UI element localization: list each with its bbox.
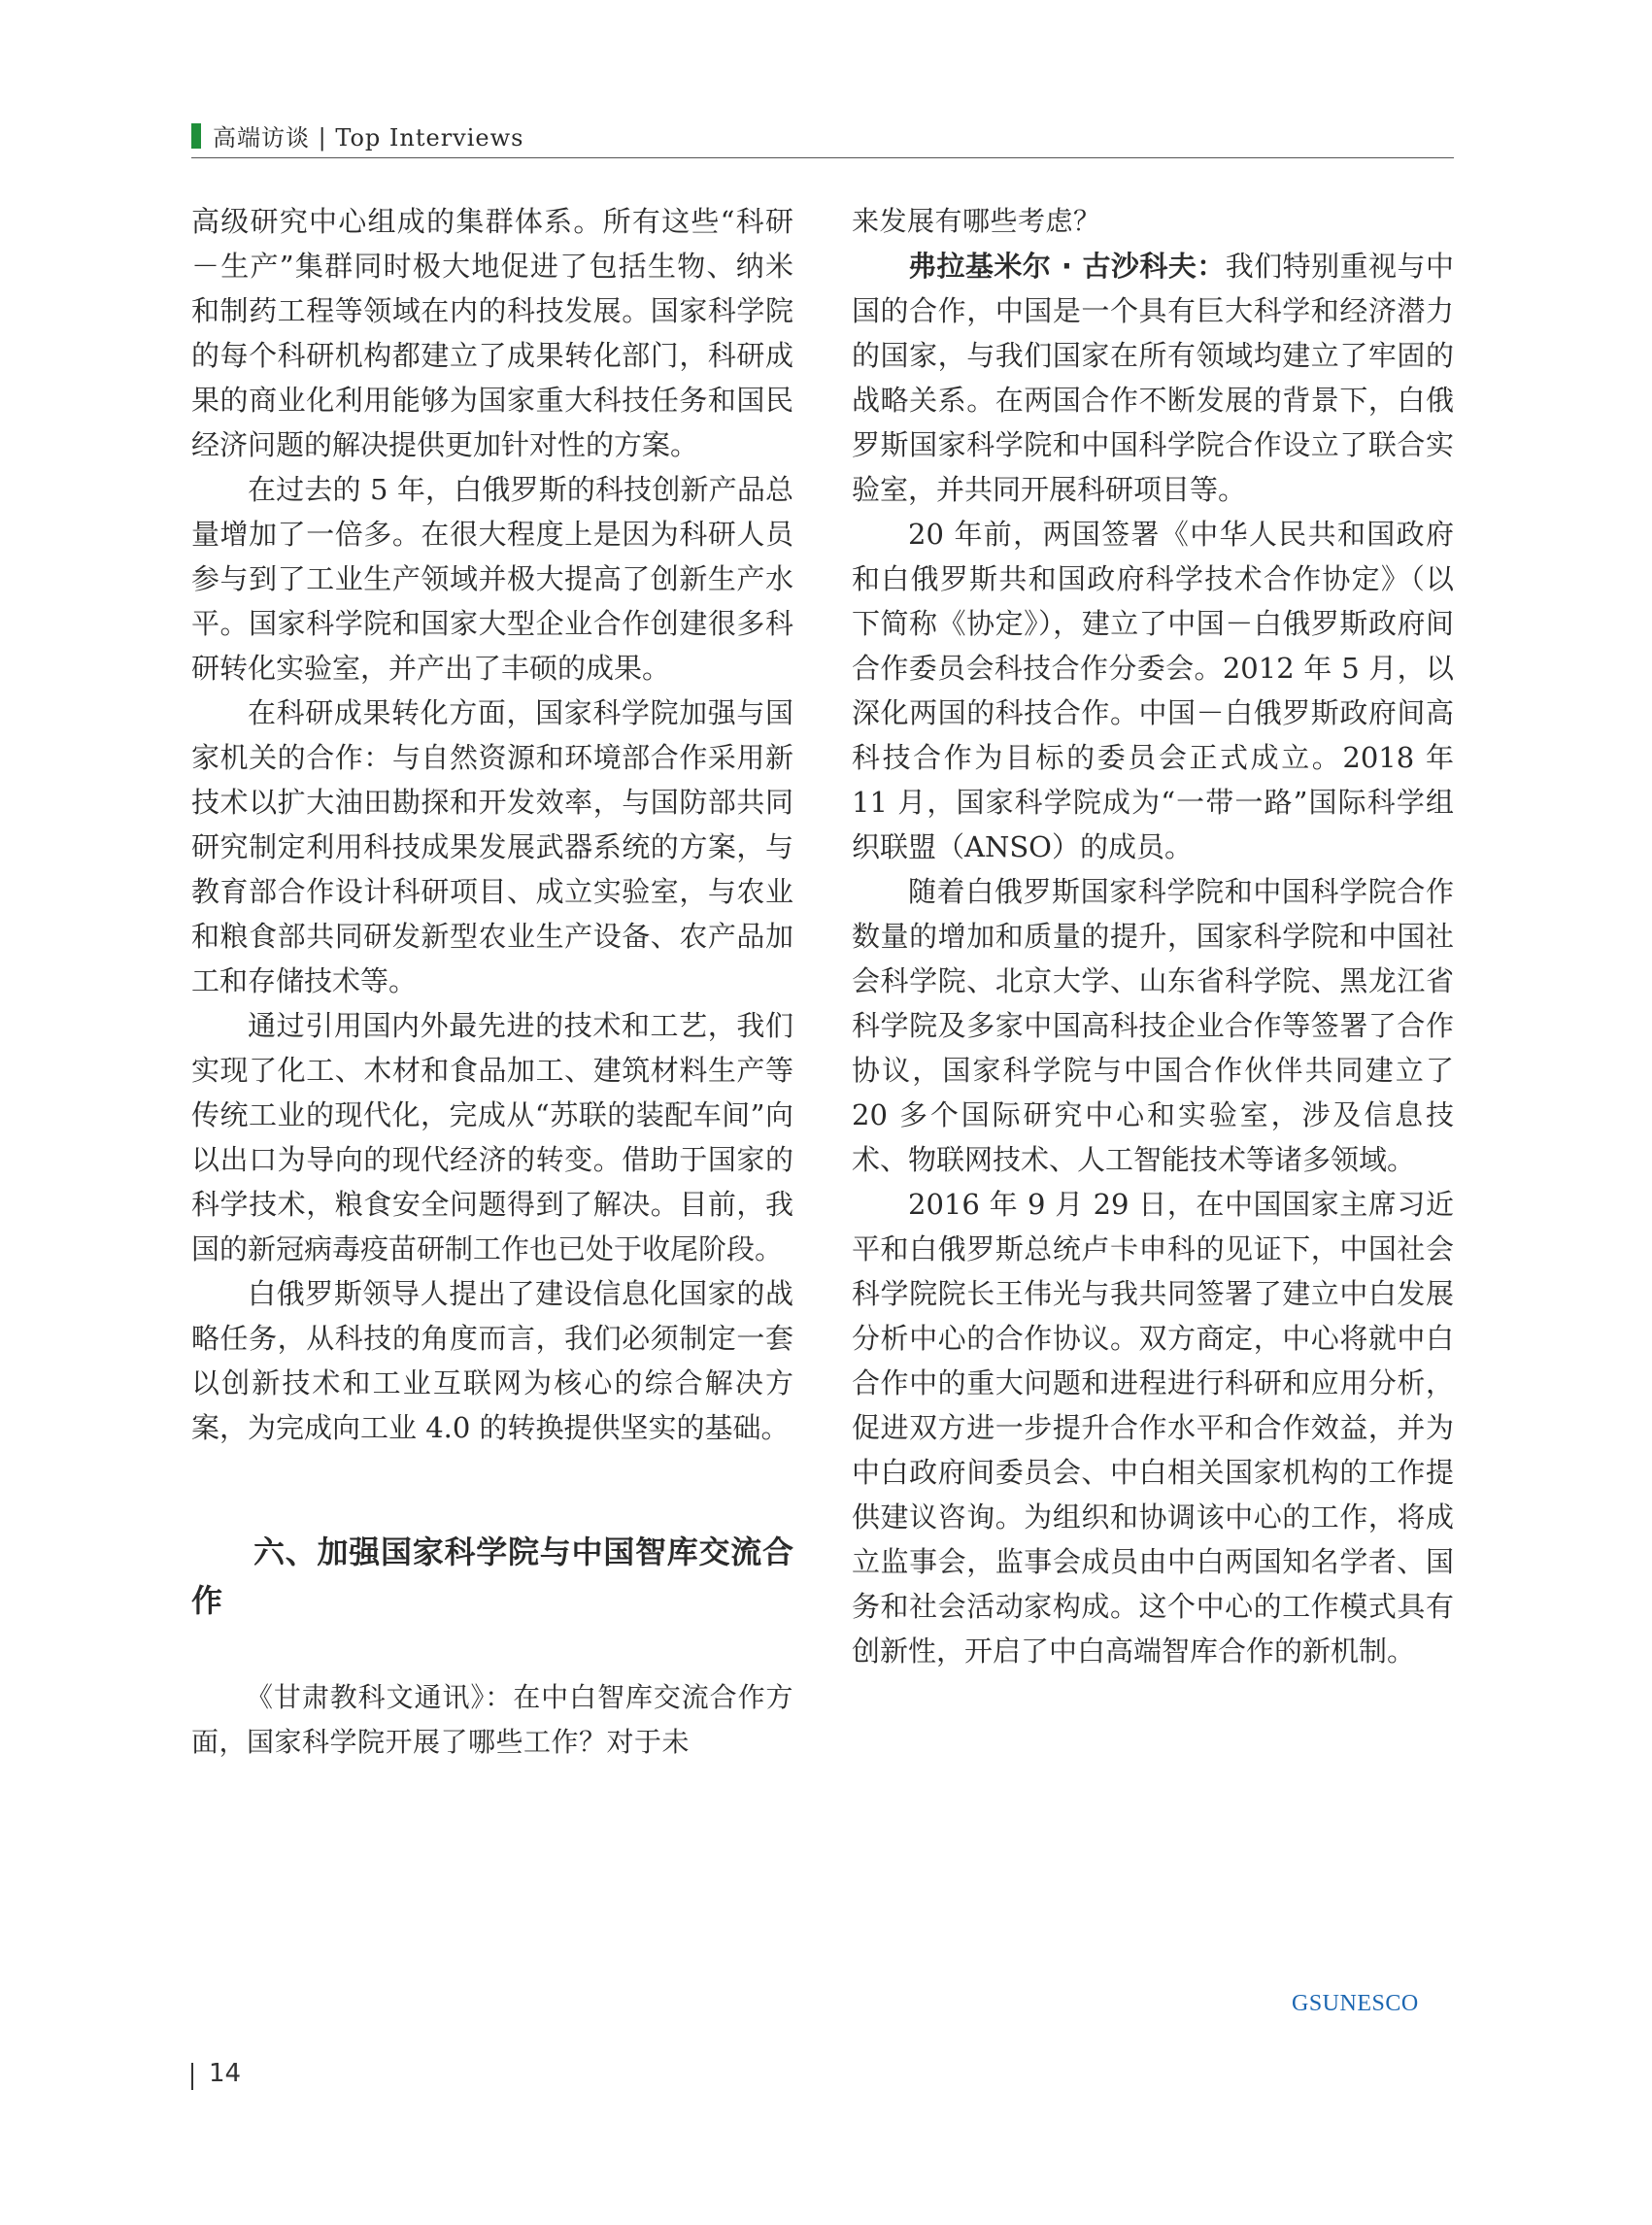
paragraph: 20 年前，两国签署《中华人民共和国政府和白俄罗斯共和国政府科学技术合作协定》（以下简称《协定》），建立了中国－白俄罗斯政府间合作委员会科技合作分委会。2012 年 5 月，以深化两国的科技合作。中国－白俄罗斯政府间高科技合作为目标的委员会正式成立。2018 年 11 月，国家科学院成为“一带一路”国际科学组织联盟（ANSO）的成员。 [852,518,1454,863]
page-header [191,115,1454,157]
header-rule [191,157,1454,158]
paragraph: 白俄罗斯领导人提出了建设信息化国家的战略任务，从科技的角度而言，我们必须制定一套以创新技术和工业互联网为核心的综合解决方案，为完成向工业 4.0 的转换提供坚实的基础。 [191,1277,793,1444]
right-column [852,199,1454,1673]
paragraph: 在科研成果转化方面，国家科学院加强与国家机关的合作：与自然资源和环境部合作采用新技术以扩大油田勘探和开发效率，与国防部共同研究制定利用科技成果发展武器系统的方案，与教育部合作设计科研项目、成立实验室，与农业和粮食部共同研发新型农业生产设备、农产品加工和存储技术等。 [191,696,793,997]
answer-text: 我们特别重视与中国的合作，中国是一个具有巨大科学和经济潜力的国家，与我们国家在所有领域均建立了牢固的战略关系。在两国合作不断发展的背景下，白俄罗斯国家科学院和中国科学院合作设立了联合实验室，并共同开展科研项目等。 [852,250,1454,506]
paragraph [852,244,1454,512]
left-column [191,199,793,1765]
footer-bar [191,2063,193,2090]
interview-question-continued: 来发展有哪些考虑？ [852,205,1101,237]
interview-question: 《甘肃教科文通讯》：在中白智库交流合作方面，国家科学院开展了哪些工作？对于未 [191,1681,793,1758]
source-tag: GSUNESCO [1292,1991,1419,2016]
spacer [191,1625,793,1675]
section-color-mark [191,123,201,149]
spacer [191,1450,793,1528]
paragraph: 2016 年 9 月 29 日，在中国国家主席习近平和白俄罗斯总统卢卡申科的见证下，中国社会科学院院长王伟光与我共同签署了建立中白发展分析中心的合作协议。双方商定，中心将就中白合作中的重大问题和进程进行科研和应用分析，促进双方进一步提升合作水平和合作效益，并为中白政府间委员会、中白相关国家机构的工作提供建议咨询。为组织和协调该中心的工作，将成立监事会，监事会成员由中白两国知名学者、国务和社会活动家构成。这个中心的工作模式具有创新性，开启了中白高端智库合作的新机制。 [852,1188,1454,1668]
paragraph: 在过去的 5 年，白俄罗斯的科技创新产品总量增加了一倍多。在很大程度上是因为科研人员参与到了工业生产领域并极大提高了创新生产水平。国家科学院和国家大型企业合作创建很多科研转化实验室，并产出了丰硕的成果。 [191,473,793,685]
speaker-name: 弗拉基米尔 · 古沙科夫： [908,250,1226,283]
section-heading: 六、加强国家科学院与中国智库交流合作 [191,1534,793,1619]
paragraph: 通过引用国内外最先进的技术和工艺，我们实现了化工、木材和食品加工、建筑材料生产等传统工业的现代化，完成从“苏联的装配车间”向以出口为导向的现代经济的转变。借助于国家的科学技术，粮食安全问题得到了解决。目前，我国的新冠病毒疫苗研制工作也已处于收尾阶段。 [191,1009,793,1265]
header-title: 高端访谈 | Top Interviews [213,124,524,152]
paragraph: 高级研究中心组成的集群体系。所有这些“科研－生产”集群同时极大地促进了包括生物、纳米和制药工程等领域在内的科技发展。国家科学院的每个科研机构都建立了成果转化部门，科研成果的商业化利用能够为国家重大科技任务和国民经济问题的解决提供更加针对性的方案。 [191,205,793,461]
paragraph: 随着白俄罗斯国家科学院和中国科学院合作数量的增加和质量的提升，国家科学院和中国社会科学院、北京大学、山东省科学院、黑龙江省科学院及多家中国高科技企业合作等签署了合作协议，国家科学院与中国合作伙伴共同建立了 20 多个国际研究中心和实验室，涉及信息技术、物联网技术、人工智能技术等诸多领域。 [852,875,1454,1176]
page-number: 14 [209,2059,242,2088]
